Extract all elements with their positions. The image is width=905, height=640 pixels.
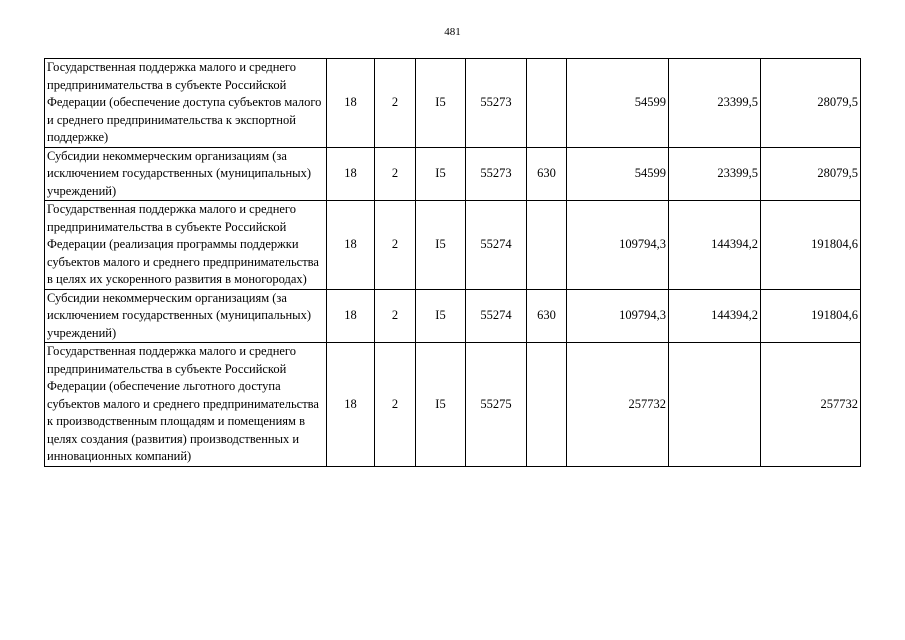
cell-year3: 191804,6 [761, 289, 861, 343]
page-number: 481 [444, 26, 461, 38]
cell-year3: 191804,6 [761, 201, 861, 290]
cell-section: 2 [375, 201, 416, 290]
cell-year2 [669, 343, 761, 467]
cell-type: 630 [527, 289, 567, 343]
cell-year1: 54599 [567, 147, 669, 201]
cell-code: 55275 [466, 343, 527, 467]
cell-code: 55274 [466, 201, 527, 290]
cell-code: 55273 [466, 59, 527, 148]
cell-year3: 28079,5 [761, 59, 861, 148]
table-row [45, 147, 861, 201]
table-row [45, 289, 861, 343]
cell-year1: 257732 [567, 343, 669, 467]
cell-year1: 109794,3 [567, 201, 669, 290]
cell-program: I5 [416, 343, 466, 467]
cell-code: 55273 [466, 147, 527, 201]
table-row [45, 59, 861, 148]
row-description: Субсидии некоммерческим организациям (за исключением государственных (муниципальных) учреждений) [45, 289, 327, 343]
cell-program: I5 [416, 59, 466, 148]
row-description: Государственная поддержка малого и среднего предпринимательства в субъекте Российской Федерации (обеспечение доступа субъектов малого и среднего предпринимательства к экспортной поддержке) [45, 59, 327, 148]
cell-section: 2 [375, 289, 416, 343]
cell-program: I5 [416, 289, 466, 343]
cell-year1: 109794,3 [567, 289, 669, 343]
cell-section: 2 [375, 147, 416, 201]
cell-type [527, 59, 567, 148]
cell-type: 630 [527, 147, 567, 201]
cell-ministry: 18 [327, 59, 375, 148]
cell-ministry: 18 [327, 289, 375, 343]
cell-year2: 23399,5 [669, 59, 761, 148]
cell-ministry: 18 [327, 147, 375, 201]
cell-ministry: 18 [327, 201, 375, 290]
cell-type [527, 343, 567, 467]
row-description: Государственная поддержка малого и среднего предпринимательства в субъекте Российской Федерации (обеспечение льготного доступа субъектов малого и среднего предпринимательства к производственным площадям и помещениям в целях создания (развития) производственных и инновационных компаний) [45, 343, 327, 467]
cell-type [527, 201, 567, 290]
cell-year2: 144394,2 [669, 289, 761, 343]
cell-year1: 54599 [567, 59, 669, 148]
cell-section: 2 [375, 343, 416, 467]
cell-year2: 144394,2 [669, 201, 761, 290]
table-row [45, 343, 861, 467]
cell-year2: 23399,5 [669, 147, 761, 201]
cell-ministry: 18 [327, 343, 375, 467]
budget-table [44, 58, 861, 467]
cell-section: 2 [375, 59, 416, 148]
row-description: Субсидии некоммерческим организациям (за исключением государственных (муниципальных) учреждений) [45, 147, 327, 201]
cell-year3: 257732 [761, 343, 861, 467]
table-row [45, 201, 861, 290]
cell-program: I5 [416, 201, 466, 290]
row-description: Государственная поддержка малого и среднего предпринимательства в субъекте Российской Федерации (реализация программы поддержки субъектов малого и среднего предпринимательства в целях их ускоренного развития в моногородах) [45, 201, 327, 290]
cell-program: I5 [416, 147, 466, 201]
cell-year3: 28079,5 [761, 147, 861, 201]
cell-code: 55274 [466, 289, 527, 343]
